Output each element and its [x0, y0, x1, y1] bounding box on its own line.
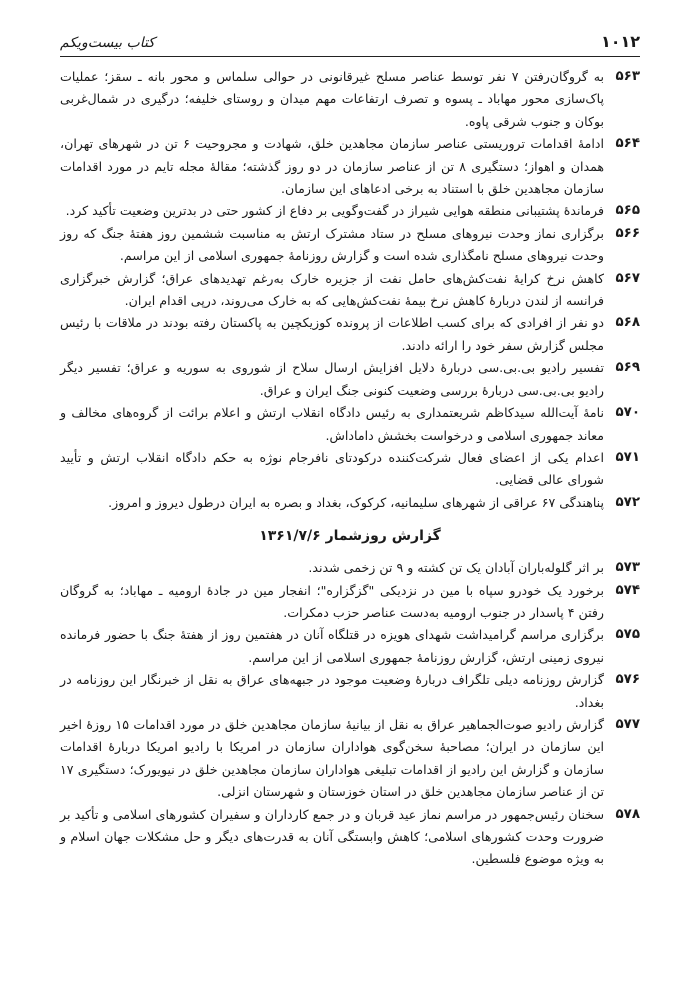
list-item [60, 447, 640, 492]
list-item [60, 357, 640, 402]
entry-list [60, 66, 640, 514]
entry-number: ۵۷۳ [615, 560, 640, 576]
list-item [60, 200, 640, 222]
page-number: ۱۰۱۲ [600, 32, 640, 51]
entry-number: ۵۶۵ [615, 203, 640, 219]
entry-number: ۵۷۶ [615, 672, 640, 688]
list-item [60, 312, 640, 357]
entry-text: گزارش روزنامه دیلی تلگراف دربارهٔ وضعیت موجود در جبهه‌های عراق به نقل از خبرنگار این روزنامه در بغداد. [60, 672, 604, 710]
entry-number: ۵۶۴ [615, 136, 640, 152]
entry-text: برگزاری نماز وحدت نیروهای مسلح در ستاد مشترک ارتش به مناسبت ششمین روز هفتهٔ جنگ که روز وحدت نیروهای مسلح نامگذاری شده است و گزارش روزنامهٔ جمهوری اسلامی از این مراسم. [60, 225, 604, 264]
list-item [60, 133, 640, 200]
entry-number: ۵۶۷ [615, 270, 640, 286]
entry-text: گزارش رادیو صوت‌الجماهیر عراق به نقل از بیانیهٔ سازمان مجاهدین خلق در مورد اقدامات ۱۵ روزهٔ اخیر این سازمان در ایران؛ مصاحبهٔ سخن‌گوی هواداران سازمان در امریکا با رادیو امریکا دربارهٔ اقدامات سازمان و گزارش این رادیو از اقدامات تبلیغی هواداران سازمان مجاهدین خلق در نیویورک؛ دستگیری ۱۷ تن از عناصر سازمان مجاهدین خلق در استان خوزستان و شهرستان انزلی. [60, 716, 605, 800]
entry-text: برخورد یک خودرو سپاه با مین در نزدیکی "گزگزاره"؛ انفجار مین در جادهٔ ارومیه ـ مهاباد؛ به گروگان رفتن ۴ پاسدار در جنوب ارومیه به‌دست عناصر حزب دمکرات. [60, 582, 604, 620]
entry-number: ۵۷۵ [615, 627, 640, 643]
entry-text: به گروگان‌رفتن ۷ نفر توسط عناصر مسلح غیرقانونی در حوالی سلماس و محور بانه ـ سقز؛ عملیات پاک‌سازی محور مهاباد ـ پسوه و تصرف ارتفاعات مهم میدان و روستای خلیفه؛ درگیری در شمال‌غربی بوکان و جنوب شرقی پاوه. [60, 69, 605, 129]
entry-number: ۵۷۴ [615, 582, 640, 598]
list-item [60, 557, 640, 579]
entry-text: اعدام یکی از اعضای فعال شرکت‌کننده درکودتای نافرجام نوژه به حکم دادگاه انقلاب ارتش و تأیید شورای عالی قضایی. [60, 449, 604, 488]
entry-text: برگزاری مراسم گرامیداشت شهدای هویزه در قتلگاه آنان در هفتمین روز از هفتهٔ جنگ با حضور فرمانده نیروی زمینی ارتش، گزارش روزنامهٔ جمهوری اسلامی از این مراسم. [60, 627, 604, 665]
entry-list [60, 557, 640, 871]
section-title: گزارش روزشمار ۱۳۶۱/۷/۶ [259, 528, 441, 545]
entry-text: پناهندگی ۶۷ عراقی از شهرهای سلیمانیه، کرکوک، بغداد و بصره به ایران درطول دیروز و امروز. [108, 494, 604, 510]
entry-number: ۵۷۲ [615, 494, 640, 510]
entry-number: ۵۷۸ [615, 806, 640, 822]
list-item [60, 624, 640, 669]
entry-text: کاهش نرخ کرایهٔ نفت‌کش‌های حامل نفت از جزیره خارک به‌رغم تهدیدهای عراق؛ گزارش خبرگزاری فرانسه از لندن دربارهٔ کاهش نرخ بیمهٔ نفت‌کش‌هایی که به خارک می‌روند، درپی اقدام ایران. [60, 270, 604, 309]
list-item [60, 669, 640, 714]
list-item [60, 492, 640, 514]
entry-number: ۵۶۸ [615, 315, 640, 331]
list-item [60, 580, 640, 625]
book-title: کتاب بیست‌ویکم [60, 35, 155, 51]
entry-text: سخنان رئیس‌جمهور در مراسم نماز عید قربان و در جمع کارداران و سفیران کشورهای اسلامی و تأکید بر ضرورت وحدت کشورهای اسلامی؛ کاهش وابستگی آنان به قدرت‌های دیگر و حل مشکلات جهان اسلام و به ویژه موضوع فلسطین. [60, 806, 604, 867]
entry-number: ۵۷۷ [615, 716, 640, 732]
entry-number: ۵۶۳ [615, 69, 640, 84]
page-header [60, 32, 640, 57]
list-item [60, 223, 640, 268]
entry-text: تفسیر رادیو بی.بی.سی دربارهٔ دلایل افزایش ارسال سلاح از شوروی به سوریه و عراق؛ تفسیر دیگر رادیو بی.بی.سی دربارهٔ بررسی وضعیت کنونی جنگ ایران و عراق. [60, 360, 604, 398]
entry-number: ۵۶۶ [615, 225, 640, 241]
entry-number: ۵۶۹ [615, 360, 640, 376]
list-item [60, 268, 640, 313]
list-item [60, 66, 640, 133]
entry-text: ادامهٔ اقدامات تروریستی عناصر سازمان مجاهدین خلق، شهادت و مجروحیت ۶ تن در شهرهای تهران، همدان و اهواز؛ دستگیری ۸ تن از عناصر سازمان در دو روز گذشته؛ مقالهٔ مجله تایم در مورد اقدامات سازمان مجاهدین خلق با استناد به برخی ادعاهای این سازمان. [60, 136, 604, 197]
entry-text: فرماندهٔ پشتیبانی منطقه هوایی شیراز در گفت‌وگویی بر دفاع از کشور حتی در بدترین وضعیت تأکید کرد. [65, 203, 604, 219]
entry-text: بر اثر گلوله‌باران آبادان یک تن کشته و ۹ تن زخمی شدند. [308, 560, 604, 576]
list-item [60, 714, 640, 804]
entry-number: ۵۷۱ [615, 449, 640, 465]
list-item [60, 402, 640, 447]
entry-number: ۵۷۰ [615, 405, 640, 421]
entry-text: دو نفر از افرادی که برای کسب اطلاعات از پرونده کوزیکچین به پاکستان رفته بودند در ملاقات با رئیس مجلس گزارش سفر خود را ارائه دادند. [60, 315, 604, 353]
entry-text: نامهٔ آیت‌الله سیدکاظم شریعتمداری به رئیس دادگاه انقلاب ارتش و اعلام برائت از گروه‌های مخالف و معاند جمهوری اسلامی و درخواست بخشش داماداش. [60, 405, 604, 443]
list-item [60, 804, 640, 871]
